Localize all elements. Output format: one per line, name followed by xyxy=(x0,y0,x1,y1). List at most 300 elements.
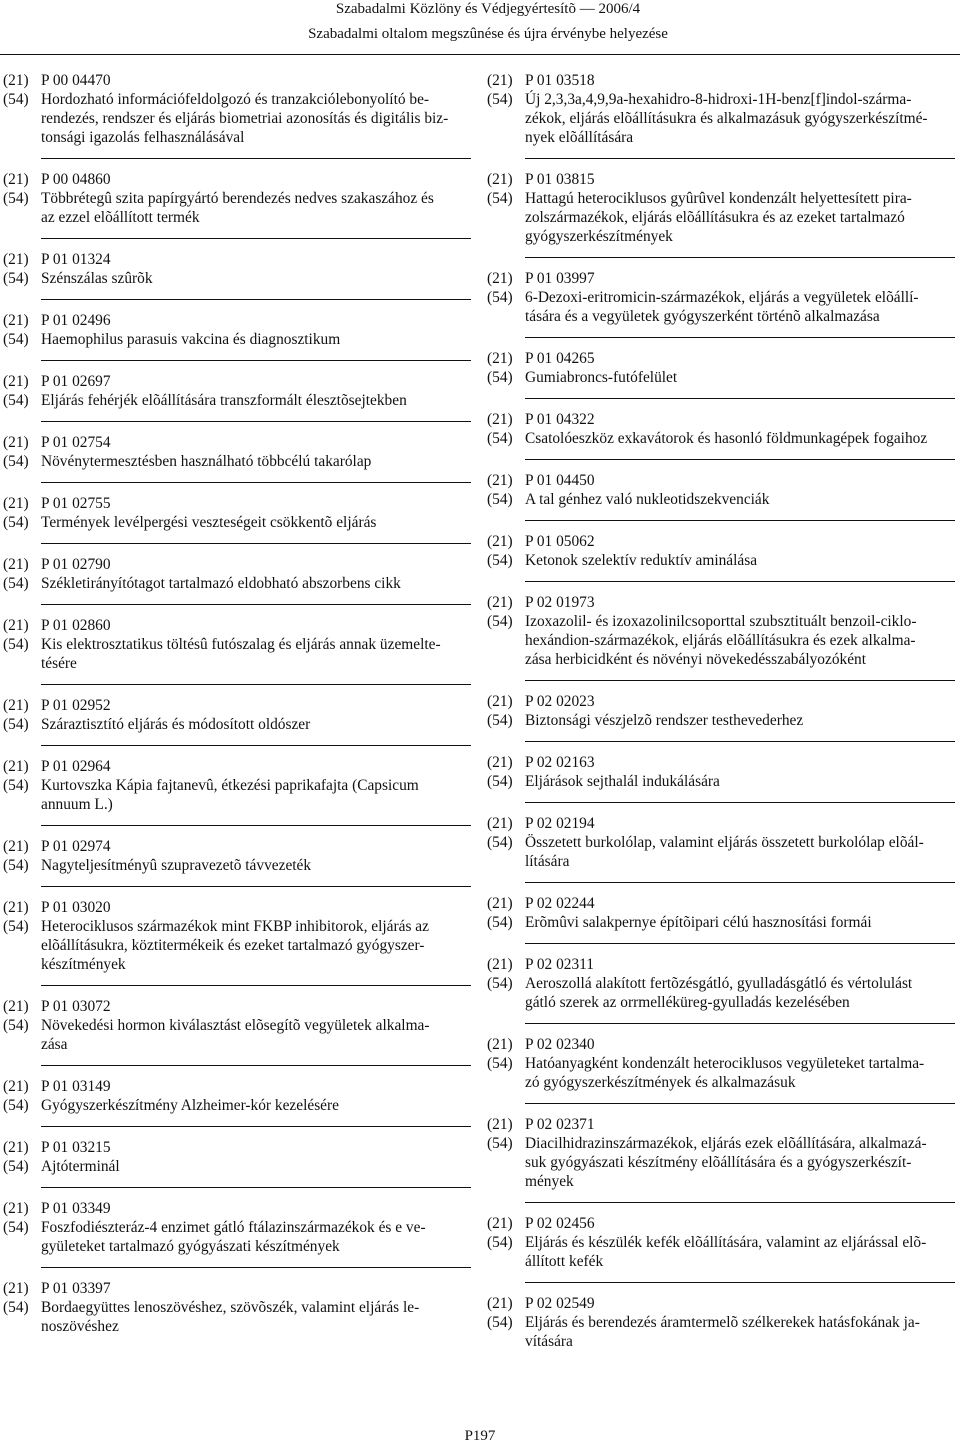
field-code-21: (21) xyxy=(487,533,513,550)
patent-entry xyxy=(487,692,955,730)
journal-title: Szabadalmi Közlöny és Védjegyértesítõ — 2006/4 xyxy=(335,1,641,17)
indent xyxy=(487,227,525,246)
patent-number-line xyxy=(487,894,955,913)
right-column xyxy=(487,71,955,1351)
patent-title-text: zolszármazékok, eljárás elõállításukra és az ezeket tartalmazó xyxy=(525,209,905,226)
patent-title-line xyxy=(487,1172,955,1191)
patent-entry xyxy=(3,696,471,734)
patent-number-line xyxy=(3,71,471,90)
patent-title-text: Növekedési hormon kiválasztást elõsegítõ vegyületek alkalma- xyxy=(41,1017,430,1034)
patent-entry xyxy=(3,433,471,471)
patent-number-line xyxy=(487,1035,955,1054)
field-code-21: (21) xyxy=(487,472,513,489)
field-code-54: (54) xyxy=(487,1055,513,1072)
patent-title-text: Erõmûvi salakpernye építõipari célú hasznosítási formái xyxy=(525,914,872,931)
patent-number-line xyxy=(3,372,471,391)
patent-number: P 01 02790 xyxy=(41,556,111,573)
entry-divider xyxy=(41,1126,471,1127)
entry-divider xyxy=(525,257,955,258)
entry-divider xyxy=(525,1282,955,1283)
patent-title-text: Gyógyszerkészítmény Alzheimer-kór kezelésére xyxy=(41,1097,339,1114)
patent-title-line xyxy=(487,631,955,650)
patent-entry xyxy=(3,372,471,410)
patent-title-text: lítására xyxy=(525,853,570,870)
patent-title-text: Eljárás fehérjék elõállítására transzformált élesztõsejtekben xyxy=(41,392,407,409)
patent-number: P 02 02549 xyxy=(525,1295,595,1312)
field-code-21: (21) xyxy=(487,693,513,710)
entry-divider xyxy=(41,482,471,483)
patent-title-line xyxy=(487,189,955,208)
patent-entry xyxy=(487,269,955,326)
patent-title-line xyxy=(3,917,471,936)
entry-divider xyxy=(525,741,955,742)
entry-divider xyxy=(41,1065,471,1066)
patent-number-line xyxy=(3,311,471,330)
patent-entry xyxy=(3,616,471,673)
field-code-21: (21) xyxy=(3,1200,29,1217)
patent-number: P 01 03815 xyxy=(525,171,595,188)
field-code-54: (54) xyxy=(3,91,29,108)
patent-title-text: Száraztisztító eljárás és módosított oldószer xyxy=(41,716,311,733)
patent-title-text: A tal génhez való nukleotidszekvenciák xyxy=(525,491,770,508)
field-code-21: (21) xyxy=(3,758,29,775)
patent-number-line xyxy=(3,696,471,715)
field-code-21: (21) xyxy=(3,434,29,451)
patent-number: P 00 04860 xyxy=(41,171,111,188)
field-code-54: (54) xyxy=(487,834,513,851)
patent-title-line xyxy=(487,612,955,631)
patent-title-text: zékok, eljárás elõállításukra és alkalmazásuk gyógyszerkészítmé- xyxy=(525,110,928,127)
patent-number: P 01 03397 xyxy=(41,1280,111,1297)
indent xyxy=(3,936,41,955)
patent-title-line xyxy=(487,1313,955,1332)
entry-divider xyxy=(525,1202,955,1203)
patent-title-text: Hordozható információfeldolgozó és tranzakciólebonyolító be- xyxy=(41,91,430,108)
indent xyxy=(487,650,525,669)
patent-title-text: nyek elõállítására xyxy=(525,129,634,146)
patent-title-text: Foszfodiészteráz-4 enzimet gátló ftálazinszármazékok és e ve- xyxy=(41,1219,426,1236)
indent xyxy=(487,128,525,147)
patent-title-text: Kis elektrosztatikus töltésû futószalag és eljárás annak üzemelte- xyxy=(41,636,441,653)
patent-entry xyxy=(3,757,471,814)
field-code-21: (21) xyxy=(3,697,29,714)
patent-entry xyxy=(3,311,471,349)
indent xyxy=(487,1332,525,1351)
patent-number-line xyxy=(487,349,955,368)
field-code-54: (54) xyxy=(487,613,513,630)
field-code-54: (54) xyxy=(3,575,29,592)
patent-number: P 02 02163 xyxy=(525,754,595,771)
patent-title-line xyxy=(487,1054,955,1073)
field-code-54: (54) xyxy=(487,491,513,508)
patent-title-line xyxy=(3,1016,471,1035)
patent-number-line xyxy=(3,1199,471,1218)
running-header xyxy=(298,0,678,43)
indent xyxy=(3,654,41,673)
patent-title-line xyxy=(3,1218,471,1237)
entry-divider xyxy=(41,1187,471,1188)
patent-number: P 00 04470 xyxy=(41,72,111,89)
patent-title-text: Eljárások sejthalál indukálására xyxy=(525,773,720,790)
patent-number-line xyxy=(3,1077,471,1096)
entry-divider xyxy=(41,360,471,361)
entry-divider xyxy=(41,745,471,746)
field-code-54: (54) xyxy=(487,552,513,569)
entry-divider xyxy=(525,520,955,521)
patent-title-text: vítására xyxy=(525,1333,573,1350)
patent-entry xyxy=(487,955,955,1012)
indent xyxy=(3,1317,41,1336)
entry-divider xyxy=(41,421,471,422)
patent-number: P 02 02023 xyxy=(525,693,595,710)
field-code-21: (21) xyxy=(487,754,513,771)
field-code-54: (54) xyxy=(3,857,29,874)
patent-title-line xyxy=(487,109,955,128)
patent-title-text: 6-Dezoxi-eritromicin-származékok, eljárás a vegyületek elõállí- xyxy=(525,289,919,306)
field-code-54: (54) xyxy=(487,1135,513,1152)
patent-entry xyxy=(487,1035,955,1092)
patent-title-text: Ajtóterminál xyxy=(41,1158,120,1175)
patent-number: P 01 03149 xyxy=(41,1078,111,1095)
patent-title-line xyxy=(3,856,471,875)
indent xyxy=(3,208,41,227)
patent-title-line xyxy=(487,227,955,246)
patent-title-text: Bordaegyüttes lenoszövéshez, szövõszék, valamint eljárás le- xyxy=(41,1299,420,1316)
field-code-54: (54) xyxy=(3,453,29,470)
patent-title-text: tására és a vegyületek gyógyszerként történõ alkalmazása xyxy=(525,308,880,325)
patent-title-text: Hatóanyagként kondenzált heterociklusos vegyületeket tartalma- xyxy=(525,1055,925,1072)
patent-entry xyxy=(487,349,955,387)
patent-number-line xyxy=(3,898,471,917)
patent-number: P 01 01324 xyxy=(41,251,111,268)
entry-divider xyxy=(525,1103,955,1104)
patent-title-text: Heterociklusos származékok mint FKBP inhibitorok, eljárás az xyxy=(41,918,429,935)
field-code-21: (21) xyxy=(3,1139,29,1156)
patent-number-line xyxy=(487,1115,955,1134)
patent-title-text: Nagyteljesítményû szupravezetõ távvezeték xyxy=(41,857,312,874)
patent-number: P 02 02311 xyxy=(525,956,594,973)
patent-number: P 01 04265 xyxy=(525,350,595,367)
patent-title-text: zása xyxy=(41,1036,68,1053)
patent-title-line xyxy=(487,1233,955,1252)
patent-title-line xyxy=(3,128,471,147)
entry-divider xyxy=(41,886,471,887)
section-title: Szabadalmi oltalom megszûnése és újra érvénybe helyezése xyxy=(308,26,668,42)
patent-title-text: Biztonsági vészjelzõ rendszer testhevederhez xyxy=(525,712,804,729)
patent-title-line xyxy=(487,1073,955,1092)
patent-number: P 01 02860 xyxy=(41,617,111,634)
patent-number: P 01 03072 xyxy=(41,998,111,1015)
patent-title-line xyxy=(3,513,471,532)
header-divider xyxy=(0,54,960,55)
patent-number: P 02 02371 xyxy=(525,1116,595,1133)
patent-title-text: elõállításukra, köztitermékeik és ezeket tartalmazó gyógyszer- xyxy=(41,937,425,954)
field-code-54: (54) xyxy=(487,1314,513,1331)
entry-divider xyxy=(525,680,955,681)
patent-title-text: gyógyszerkészítmények xyxy=(525,228,673,245)
entry-divider xyxy=(41,825,471,826)
patent-title-text: Csatolóeszköz exkavátorok és hasonló földmunkagépek fogaihoz xyxy=(525,430,928,447)
entry-divider xyxy=(525,802,955,803)
patent-title-text: Összetett burkolólap, valamint eljárás összetett burkolólap elõál- xyxy=(525,834,924,851)
field-code-21: (21) xyxy=(487,815,513,832)
field-code-54: (54) xyxy=(487,430,513,447)
field-code-21: (21) xyxy=(3,72,29,89)
entry-divider xyxy=(525,398,955,399)
patent-number: P 01 02697 xyxy=(41,373,111,390)
patent-title-line xyxy=(3,776,471,795)
patent-title-text: noszövéshez xyxy=(41,1318,119,1335)
patent-entry xyxy=(487,410,955,448)
patent-entry xyxy=(487,814,955,871)
patent-title-line xyxy=(487,1252,955,1271)
patent-entry xyxy=(487,170,955,246)
patent-title-text: Szénszálas szûrõk xyxy=(41,270,153,287)
patent-number: P 01 04450 xyxy=(525,472,595,489)
left-column xyxy=(3,71,471,1336)
patent-title-line xyxy=(487,368,955,387)
entry-divider xyxy=(41,985,471,986)
patent-number-line xyxy=(3,1279,471,1298)
patent-title-line xyxy=(3,208,471,227)
patent-title-text: készítmények xyxy=(41,956,126,973)
patent-title-text: gyületeket tartalmazó gyógyászati készítmények xyxy=(41,1238,340,1255)
patent-number-line xyxy=(487,1214,955,1233)
indent xyxy=(3,109,41,128)
field-code-21: (21) xyxy=(3,251,29,268)
patent-entry xyxy=(3,1077,471,1115)
entry-divider xyxy=(41,238,471,239)
field-code-54: (54) xyxy=(3,1017,29,1034)
patent-title-line xyxy=(487,711,955,730)
patent-entry xyxy=(3,1279,471,1336)
field-code-54: (54) xyxy=(487,369,513,386)
field-code-21: (21) xyxy=(487,72,513,89)
field-code-54: (54) xyxy=(3,392,29,409)
field-code-54: (54) xyxy=(3,190,29,207)
entry-divider xyxy=(525,158,955,159)
patent-title-text: Székletirányítótagot tartalmazó eldobható abszorbens cikk xyxy=(41,575,401,592)
patent-title-line xyxy=(3,654,471,673)
field-code-21: (21) xyxy=(487,350,513,367)
patent-title-line xyxy=(487,551,955,570)
patent-number: P 01 03020 xyxy=(41,899,111,916)
field-code-54: (54) xyxy=(487,914,513,931)
patent-entry xyxy=(3,170,471,227)
field-code-21: (21) xyxy=(3,1280,29,1297)
indent xyxy=(487,1172,525,1191)
indent xyxy=(3,955,41,974)
patent-title-text: zó gyógyszerkészítmények és alkalmazásuk xyxy=(525,1074,796,1091)
indent xyxy=(487,1252,525,1271)
patent-title-line xyxy=(3,1157,471,1176)
patent-title-line xyxy=(487,650,955,669)
field-code-54: (54) xyxy=(3,514,29,531)
patent-title-text: Kurtovszka Kápia fajtanevû, étkezési paprikafajta (Capsicum xyxy=(41,777,419,794)
patent-title-text: zása herbicidként és növényi növekedésszabályozóként xyxy=(525,651,867,668)
field-code-21: (21) xyxy=(3,312,29,329)
patent-title-line xyxy=(487,993,955,1012)
patent-number-line xyxy=(3,837,471,856)
field-code-54: (54) xyxy=(487,91,513,108)
field-code-21: (21) xyxy=(3,617,29,634)
patent-title-line xyxy=(3,1237,471,1256)
patent-number-line xyxy=(487,814,955,833)
field-code-21: (21) xyxy=(3,838,29,855)
field-code-21: (21) xyxy=(3,171,29,188)
entry-divider xyxy=(41,158,471,159)
patent-title-text: Eljárás és készülék kefék elõállítására, valamint az eljárással elõ- xyxy=(525,1234,927,1251)
patent-entry xyxy=(3,898,471,974)
patent-title-text: Új 2,3,3a,4,9,9a-hexahidro-8-hidroxi-1H-benz[f]indol-szárma- xyxy=(525,91,912,108)
patent-entry xyxy=(487,753,955,791)
field-code-54: (54) xyxy=(3,1219,29,1236)
entry-divider xyxy=(525,943,955,944)
field-code-54: (54) xyxy=(487,773,513,790)
patent-title-line xyxy=(3,452,471,471)
patent-title-line xyxy=(3,269,471,288)
patent-title-line xyxy=(487,772,955,791)
patent-number-line xyxy=(3,170,471,189)
patent-title-line xyxy=(3,330,471,349)
patent-title-text: Haemophilus parasuis vakcina és diagnosztikum xyxy=(41,331,341,348)
patent-title-line xyxy=(3,936,471,955)
patent-title-line xyxy=(3,635,471,654)
indent xyxy=(487,307,525,326)
patent-number-line xyxy=(3,250,471,269)
entry-divider xyxy=(525,459,955,460)
field-code-21: (21) xyxy=(487,1116,513,1133)
patent-number-line xyxy=(3,997,471,1016)
patent-entry xyxy=(3,555,471,593)
patent-entry xyxy=(487,894,955,932)
patent-entry xyxy=(3,1199,471,1256)
field-code-54: (54) xyxy=(3,777,29,794)
field-code-21: (21) xyxy=(487,895,513,912)
patent-number: P 01 02974 xyxy=(41,838,111,855)
patent-title-line xyxy=(487,307,955,326)
field-code-54: (54) xyxy=(487,712,513,729)
entry-divider xyxy=(41,543,471,544)
patent-entry xyxy=(487,1115,955,1191)
field-code-21: (21) xyxy=(3,495,29,512)
patent-title-text: állított kefék xyxy=(525,1253,604,1270)
field-code-21: (21) xyxy=(3,998,29,1015)
field-code-54: (54) xyxy=(487,1234,513,1251)
field-code-54: (54) xyxy=(3,331,29,348)
patent-title-line xyxy=(487,128,955,147)
patent-title-line xyxy=(487,1134,955,1153)
patent-title-text: Aeroszollá alakított fertõzésgátló, gyulladásgátló és vértolulást xyxy=(525,975,913,992)
indent xyxy=(487,1073,525,1092)
field-code-54: (54) xyxy=(3,918,29,935)
indent xyxy=(487,852,525,871)
field-code-54: (54) xyxy=(487,289,513,306)
patent-title-text: rendezés, rendszer és eljárás biometriai azonosítás és digitális biz- xyxy=(41,110,449,127)
patent-number-line xyxy=(487,1294,955,1313)
patent-entry xyxy=(3,250,471,288)
patent-title-line xyxy=(3,1035,471,1054)
patent-number-line xyxy=(487,170,955,189)
patent-number: P 02 02340 xyxy=(525,1036,595,1053)
field-code-54: (54) xyxy=(3,636,29,653)
field-code-21: (21) xyxy=(3,556,29,573)
patent-entry xyxy=(3,71,471,147)
patent-title-text: hexándion-származékok, eljárás elõállításukra és ezek alkalma- xyxy=(525,632,916,649)
patent-title-text: tonsági igazolás felhasználásával xyxy=(41,129,245,146)
patent-title-line xyxy=(3,1096,471,1115)
indent xyxy=(3,1035,41,1054)
field-code-21: (21) xyxy=(3,1078,29,1095)
patent-title-line xyxy=(487,913,955,932)
patent-title-text: Gumiabroncs-futófelület xyxy=(525,369,678,386)
indent xyxy=(487,631,525,650)
patent-title-text: Többrétegû szita papírgyártó berendezés nedves szakaszához és xyxy=(41,190,434,207)
patent-title-line xyxy=(3,1317,471,1336)
patent-number: P 01 03215 xyxy=(41,1139,111,1156)
patent-entry xyxy=(487,1214,955,1271)
patent-title-line xyxy=(3,574,471,593)
patent-title-line xyxy=(487,1153,955,1172)
field-code-21: (21) xyxy=(487,270,513,287)
patent-entry xyxy=(3,1138,471,1176)
entry-divider xyxy=(525,581,955,582)
patent-title-line xyxy=(3,1298,471,1317)
patent-title-text: Izoxazolil- és izoxazolinilcsoporttal szubsztituált benzoil-ciklo- xyxy=(525,613,917,630)
patent-number-line xyxy=(487,593,955,612)
patent-entry xyxy=(3,494,471,532)
indent xyxy=(487,993,525,1012)
patent-title-line xyxy=(3,795,471,814)
patent-number-line xyxy=(3,433,471,452)
patent-title-text: Növénytermesztésben használható többcélú takarólap xyxy=(41,453,372,470)
patent-title-text: tésére xyxy=(41,655,77,672)
patent-title-line xyxy=(487,833,955,852)
indent xyxy=(3,128,41,147)
patent-number: P 01 02496 xyxy=(41,312,111,329)
patent-title-text: gátló szerek az orrmelléküreg-gyulladás kezelésében xyxy=(525,994,850,1011)
entry-divider xyxy=(41,684,471,685)
field-code-54: (54) xyxy=(3,1158,29,1175)
patent-entry xyxy=(3,837,471,875)
field-code-21: (21) xyxy=(487,1295,513,1312)
field-code-54: (54) xyxy=(3,716,29,733)
patent-number-line xyxy=(487,532,955,551)
patent-title-text: Termények levélpergési veszteségeit csökkentõ eljárás xyxy=(41,514,377,531)
patent-title-text: annuum L.) xyxy=(41,796,113,813)
patent-title-line xyxy=(487,208,955,227)
field-code-54: (54) xyxy=(487,975,513,992)
indent xyxy=(3,1237,41,1256)
patent-title-text: az ezzel elõállított termék xyxy=(41,209,200,226)
patent-number: P 02 02456 xyxy=(525,1215,595,1232)
patent-number-line xyxy=(3,757,471,776)
patent-title-line xyxy=(3,109,471,128)
patent-title-line xyxy=(3,189,471,208)
patent-number: P 01 05062 xyxy=(525,533,595,550)
indent xyxy=(487,208,525,227)
patent-number-line xyxy=(487,410,955,429)
patent-entry xyxy=(487,1294,955,1351)
patent-number: P 01 04322 xyxy=(525,411,595,428)
entry-divider xyxy=(525,337,955,338)
patent-entry xyxy=(487,593,955,669)
entry-divider xyxy=(41,299,471,300)
field-code-54: (54) xyxy=(3,270,29,287)
page-number: P197 xyxy=(464,1428,496,1444)
field-code-21: (21) xyxy=(487,1215,513,1232)
patent-number-line xyxy=(3,616,471,635)
